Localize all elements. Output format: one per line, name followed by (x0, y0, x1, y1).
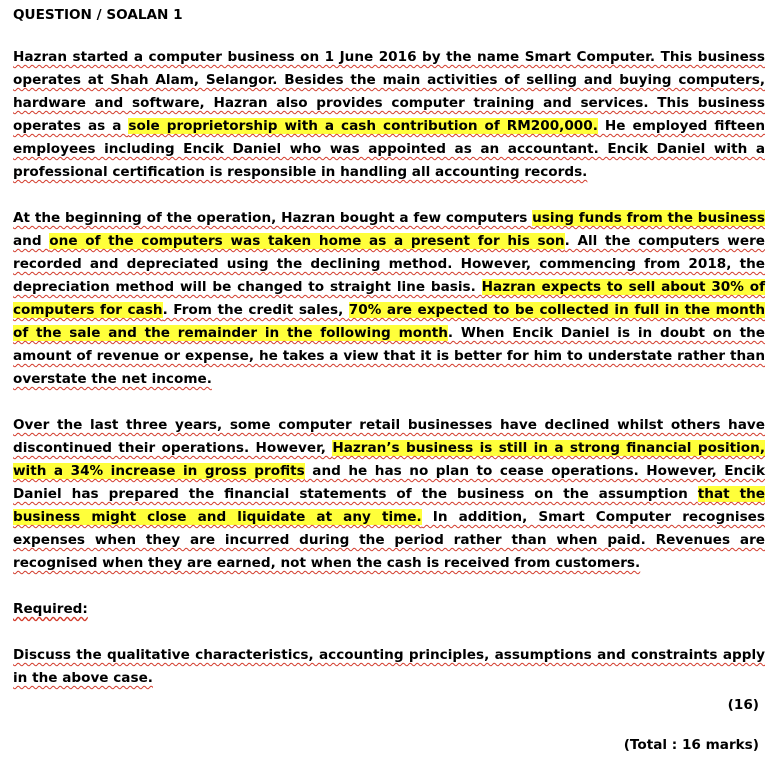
total-marks (13, 734, 765, 757)
paragraph-text: Over the last three years, some computer retail businesses have declined whilst others have discontinued their operations. However, (13, 417, 765, 456)
highlighted-text: one of the computers was taken home as a present for his son (49, 233, 565, 249)
highlighted-text: 70% are expected to be collected in full in the month of the sale and the remainder in the following month (13, 302, 765, 341)
paragraph-text: He employed fifteen employees including Encik Daniel who was appointed as an accountant. Encik Daniel with a professional certification is responsible in handling all accounting records. (13, 118, 766, 180)
paragraph-text: . When Encik Daniel is in doubt on the amount of revenue or expense, he takes a view that it is better for him to understate rather than overstate the net income. (13, 325, 765, 387)
question-heading-text: QUESTION / SOALAN 1 (13, 7, 183, 23)
question-instruction-text: Discuss the qualitative characteristics, accounting principles, assumptions and constraints apply in the above case. (13, 647, 765, 686)
paragraph-text: . All the computers were recorded and depreciated using the declining method. However, commencing from 2018, the depreciation method will be changed to straight line basis. (13, 233, 765, 295)
required-label (13, 598, 765, 621)
paragraph-text: and he has no plan to cease operations. However, Encik Daniel has prepared the financial statements of the business on the assumption (13, 463, 765, 502)
paragraph-text: and (13, 233, 50, 249)
total-marks-text: (Total : 16 marks) (623, 737, 759, 753)
marks-allocation (13, 694, 765, 717)
paragraph-operations (13, 207, 765, 391)
highlighted-text: using funds from the business (532, 210, 765, 226)
highlighted-text: that the business might close and liquidate at any time. (13, 486, 765, 525)
required-label-text: Required: (13, 601, 88, 617)
marks-text: (16) (727, 697, 759, 713)
highlighted-text: sole proprietorship with a cash contribution of RM200,000. (128, 118, 598, 134)
paragraph-text: At the beginning of the operation, Hazran bought a few computers (13, 210, 533, 226)
question-instruction (13, 644, 765, 690)
highlighted-text: Hazran expects to sell about 30% of computers for cash (13, 279, 765, 318)
paragraph-text: Hazran started a computer business on 1 June 2016 by the name Smart Computer. This business operates at Shah Alam, Selangor. Besides the main activities of selling and buying computers, hardware and software, Hazran also provides computer training and services. This business operates as a (13, 49, 765, 134)
paragraph-text: In addition, Smart Computer recognises expenses when they are incurred during the period rather than when paid. Revenues are recognised when they are earned, not when the cash is received from customers. (13, 509, 765, 571)
paragraph-business-background (13, 46, 765, 184)
highlighted-text: Hazran’s business is still in a strong financial position, with a 34% increase in gross profits (13, 440, 765, 479)
paragraph-financial-position (13, 414, 765, 575)
question-heading (13, 4, 765, 26)
paragraph-text: . From the credit sales, (162, 302, 349, 318)
